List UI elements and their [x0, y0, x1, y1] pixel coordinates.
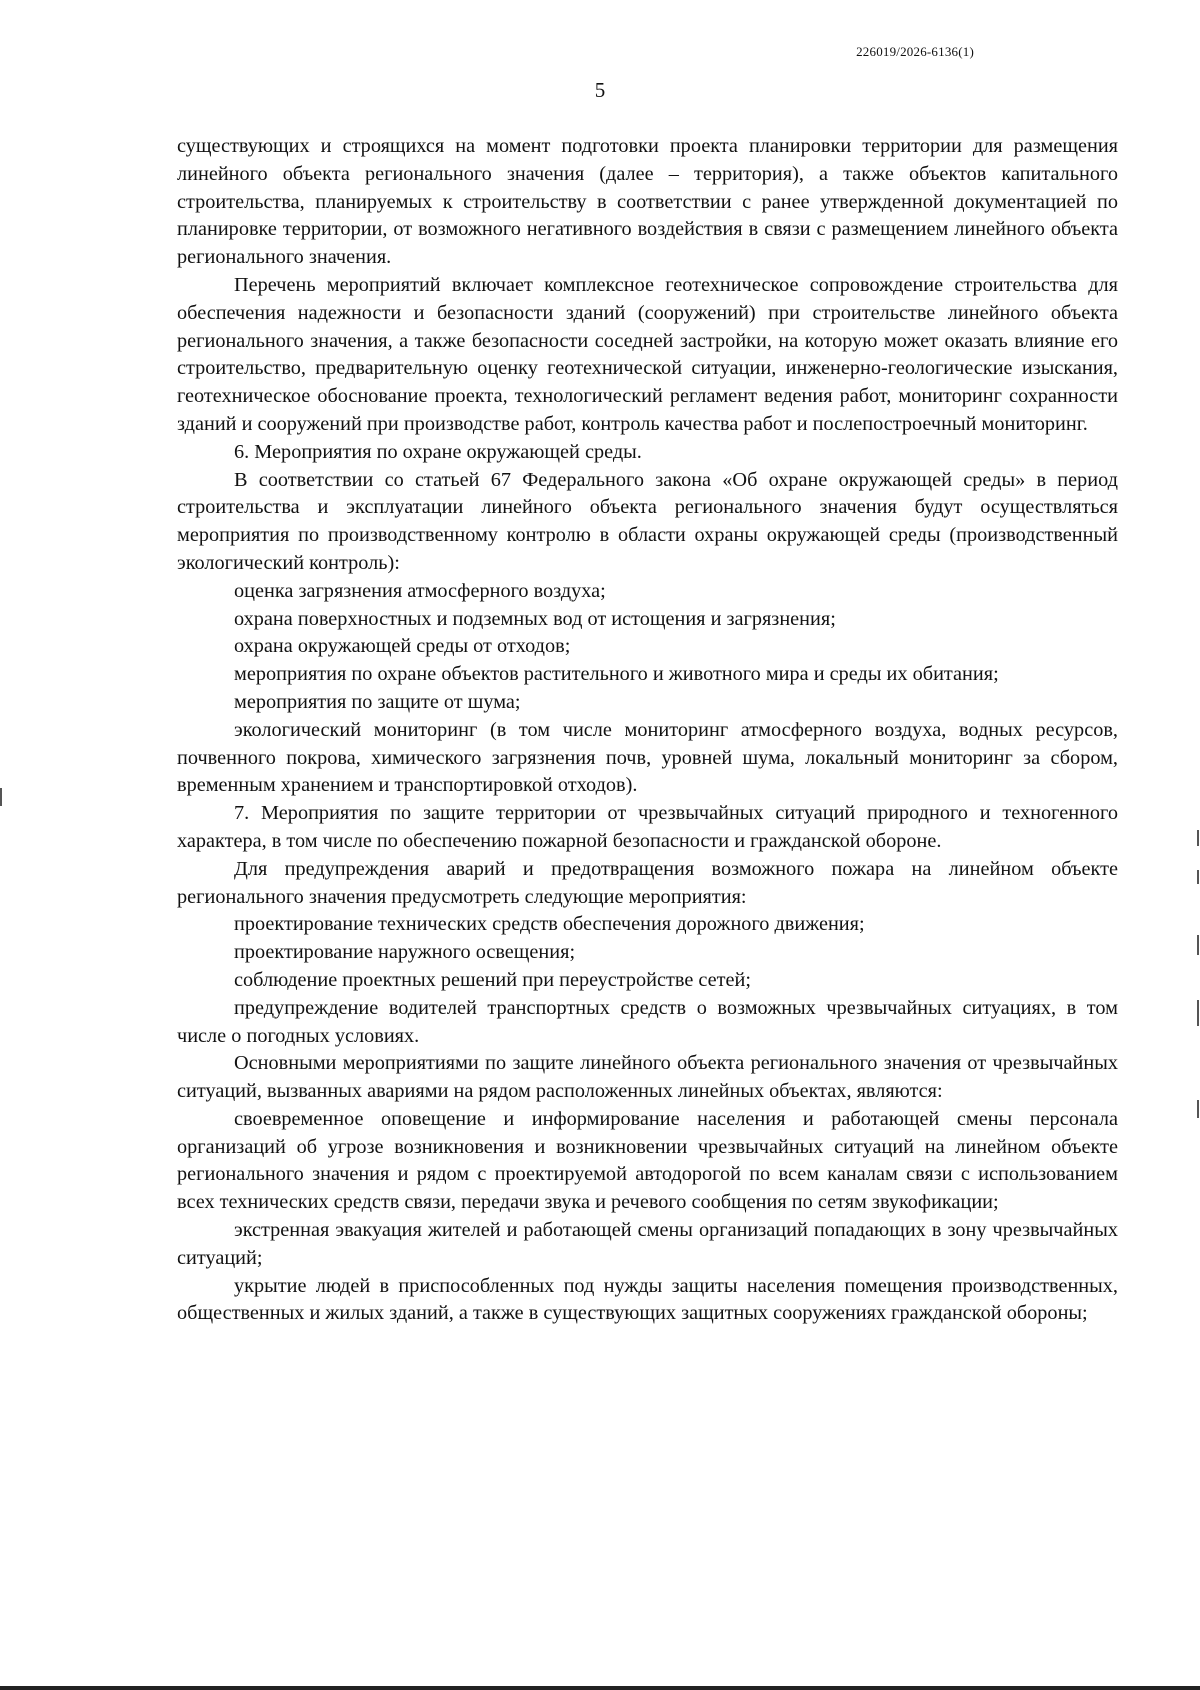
- list-item: проектирование наружного освещения;: [234, 941, 576, 964]
- section-heading-6: 6. Мероприятия по охране окружающей среды.: [234, 440, 642, 463]
- scan-margin-mark: [1197, 1000, 1199, 1026]
- list-item: экстренная эвакуация жителей и работающей смены организаций попадающих в зону чрезвычайных ситуаций;: [177, 1219, 1118, 1269]
- scan-margin-mark: [1197, 935, 1199, 955]
- document-body: [177, 133, 1118, 1328]
- section-heading-7: 7. Мероприятия по защите территории от чрезвычайных ситуаций природного и техногенного характера, в том числе по обеспечению пожарной безопасности и гражданской обороне.: [177, 802, 1118, 852]
- scan-margin-mark: [0, 788, 2, 806]
- list-item: охрана поверхностных и подземных вод от истощения и загрязнения;: [234, 607, 836, 630]
- list-item: оценка загрязнения атмосферного воздуха;: [234, 579, 606, 602]
- scan-margin-mark: [1197, 830, 1199, 846]
- scan-margin-mark: [1197, 1100, 1199, 1118]
- paragraph-continuation: существующих и строящихся на момент подготовки проекта планировки территории для размещения линейного объекта регионального значения (далее – территория), а также объектов капитального строительства, планируемых к строительству в соответствии с ранее утвержденной документацией по планировке территории, от возможного негативного воздействия в связи с размещением линейного объекта регионального значения.: [177, 135, 1118, 269]
- list-item: соблюдение проектных решений при переустройстве сетей;: [234, 968, 752, 991]
- scan-margin-mark: [1197, 870, 1199, 884]
- list-item: экологический мониторинг (в том числе мониторинг атмосферного воздуха, водных ресурсов, почвенного покрова, химического загрязнения почв, уровней шума, локальный мониторинг за сбором, временным хранением и транспортировкой отходов).: [177, 718, 1118, 797]
- list-item: укрытие людей в приспособленных под нужды защиты населения помещения производственных, общественных и жилых зданий, а также в существующих защитных сооружениях гражданской обороны;: [177, 1274, 1118, 1325]
- list-item: проектирование технических средств обеспечения дорожного движения;: [234, 913, 865, 936]
- document-number: 226019/2026-6136(1): [856, 44, 974, 59]
- page-number: 5: [594, 78, 606, 102]
- paragraph-environment-law: В соответствии со статьей 67 Федерального закона «Об охране окружающей среды» в период строительства и эксплуатации линейного объекта регионального значения будут осуществляться мероприятия по производственному контролю в области охраны окружающей среды (производственный экологический контроль):: [177, 468, 1118, 574]
- list-item: охрана окружающей среды от отходов;: [234, 635, 571, 658]
- list-item: своевременное оповещение и информирование населения и работающей смены персонала организаций об угрозе возникновения и возникновении чрезвычайных ситуаций на линейном объекте регионального значения и рядом с проектируемой автодорогой по всем каналам связи с использованием всех технических средств связи, передачи звука и речевого сообщения по сетям звукофикации;: [177, 1107, 1118, 1214]
- paragraph-main-measures: Основными мероприятиями по защите линейного объекта регионального значения от чрезвычайных ситуаций, вызванных авариями на рядом расположенных линейных объектах, являются:: [177, 1052, 1118, 1103]
- paragraph-accident-prevention: Для предупреждения аварий и предотвращения возможного пожара на линейном объекте регионального значения предусмотреть следующие мероприятия:: [177, 857, 1118, 908]
- list-item: мероприятия по защите от шума;: [234, 690, 521, 713]
- list-item: мероприятия по охране объектов растительного и животного мира и среды их обитания;: [234, 663, 999, 686]
- list-item: предупреждение водителей транспортных средств о возможных чрезвычайных ситуациях, в том числе о погодных условиях.: [177, 996, 1118, 1047]
- paragraph-measures-list: Перечень мероприятий включает комплексное геотехническое сопровождение строительства для обеспечения надежности и безопасности зданий (сооружений) при строительстве линейного объекта регионального значения, а также безопасности соседней застройки, на которую может оказать влияние его строительство, предварительную оценку геотехнической ситуации, инженерно-геологические изыскания, геотехническое обоснование проекта, технологический регламент ведения работ, мониторинг сохранности зданий и сооружений при производстве работ, контроль качества работ и послепостроечный мониторинг.: [177, 273, 1118, 435]
- scan-bottom-edge: [0, 1686, 1200, 1690]
